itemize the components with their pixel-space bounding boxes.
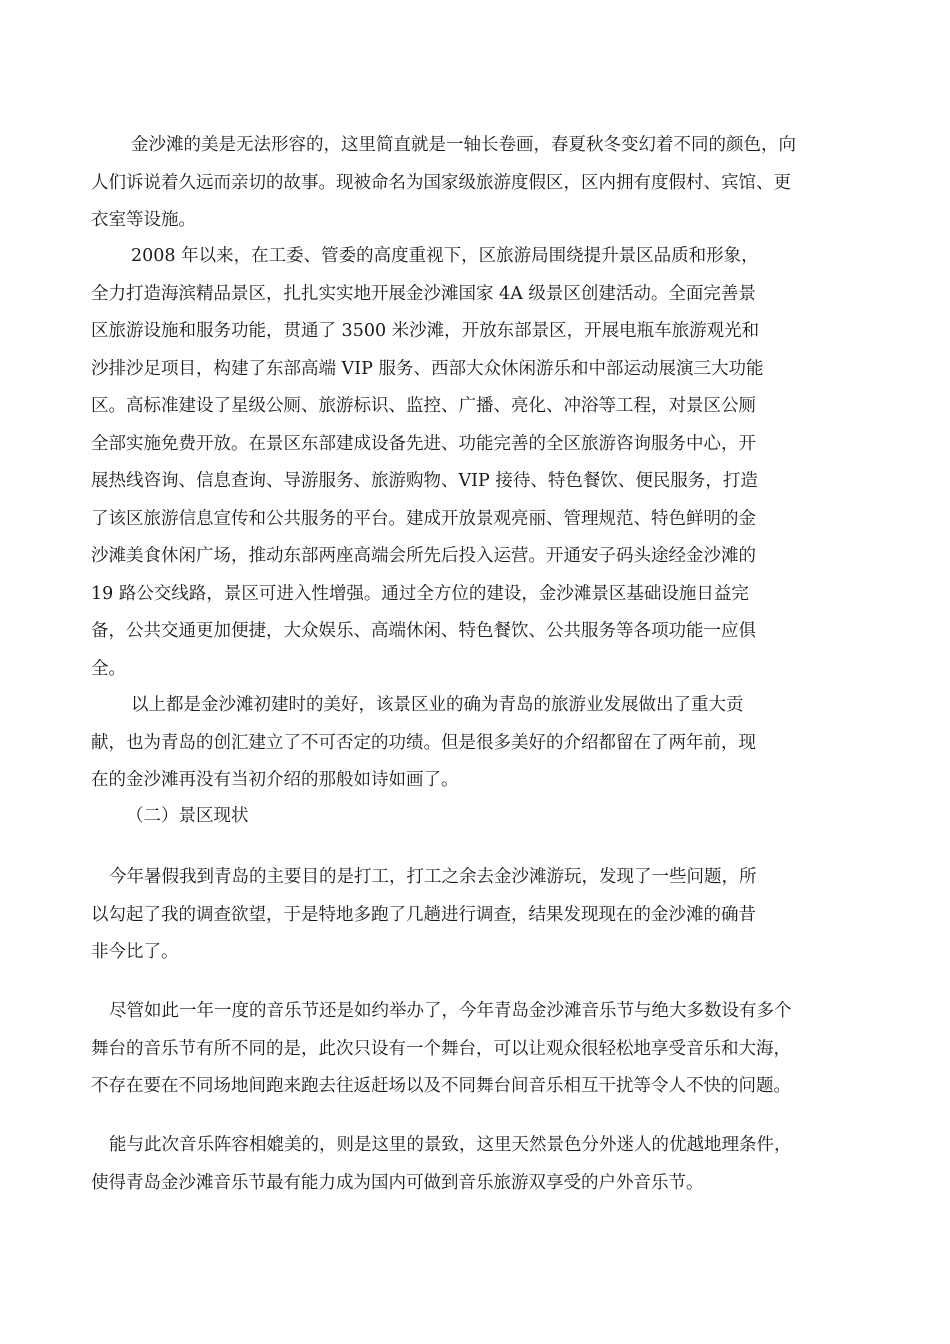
paragraph-6 <box>91 1127 792 1202</box>
paragraph-line: 了该区旅游信息宣传和公共服务的平台。建成开放景观亮丽、管理规范、特色鲜明的金 <box>91 508 756 529</box>
paragraph-line: 全部实施免费开放。在景区东部建成设备先进、功能完善的全区旅游咨询服务中心，开 <box>91 433 756 454</box>
paragraph-1 <box>91 127 796 240</box>
paragraph-line: 19 路公交线路，景区可进入性增强。通过全方位的建设，金沙滩景区基础设施日益完 <box>91 583 749 604</box>
paragraph-line: 区旅游设施和服务功能，贯通了 3500 米沙滩，开放东部景区，开展电瓶车旅游观光和 <box>91 321 760 341</box>
paragraph-4 <box>91 859 757 972</box>
paragraph-line: 不存在要在不同场地间跑来跑去往返赶场以及不同舞台间音乐相互干扰等令人不快的问题。 <box>91 1076 791 1096</box>
section-heading: （二）景区现状 <box>126 806 249 826</box>
paragraph-line: 以勾起了我的调查欲望，于是特地多跑了几趟进行调查，结果发现现在的金沙滩的确昔 <box>91 904 756 925</box>
paragraph-2 <box>91 238 763 688</box>
paragraph-line: 能与此次音乐阵容相媲美的，则是这里的景致，这里天然景色分外迷人的优越地理条件， <box>109 1135 792 1155</box>
paragraph-line: 区。高标准建设了星级公厕、旅游标识、监控、广播、亮化、冲浴等工程，对景区公厕 <box>91 396 756 416</box>
paragraph-line: 金沙滩的美是无法形容的，这里简直就是一轴长卷画，春夏秋冬变幻着不同的颜色，向 <box>131 135 796 155</box>
paragraph-line: 尽管如此一年一度的音乐节还是如约举办了，今年青岛金沙滩音乐节与绝大多数设有多个 <box>109 1001 792 1021</box>
paragraph-line: 献，也为青岛的创汇建立了不可否定的功绩。但是很多美好的介绍都留在了两年前，现 <box>91 732 756 753</box>
paragraph-line: 今年暑假我到青岛的主要目的是打工，打工之余去金沙滩游玩，发现了一些问题，所 <box>109 867 757 887</box>
paragraph-line: 全力打造海滨精品景区，扎扎实实地开展金沙滩国家 4A 级景区创建活动。全面完善景 <box>91 283 756 304</box>
paragraph-line: 全。 <box>91 658 126 679</box>
paragraph-line: 非今比了。 <box>91 942 179 962</box>
paragraph-line: 展热线咨询、信息查询、导游服务、旅游购物、VIP 接待、特色餐饮、便民服务，打造 <box>91 471 758 491</box>
paragraph-line: 使得青岛金沙滩音乐节最有能力成为国内可做到音乐旅游双享受的户外音乐节。 <box>91 1172 704 1193</box>
paragraph-line: 2008 年以来，在工委、管委的高度重视下，区旅游局围绕提升景区品质和形象， <box>131 246 759 266</box>
paragraph-line: 衣室等设施。 <box>91 210 196 230</box>
paragraph-line: 沙排沙足项目，构建了东部高端 VIP 服务、西部大众休闲游乐和中部运动展演三大功能 <box>91 358 764 379</box>
paragraph-line: 在的金沙滩再没有当初介绍的那般如诗如画了。 <box>91 770 459 790</box>
paragraph-line: 舞台的音乐节有所不同的是，此次只设有一个舞台，可以让观众很轻松地享受音乐和大海， <box>91 1038 791 1059</box>
paragraph-line: 沙滩美食休闲广场，推动东部两座高端会所先后投入运营。开通安子码头途经金沙滩的 <box>91 546 756 566</box>
paragraph-line: 以上都是金沙滩初建时的美好，该景区业的确为青岛的旅游业发展做出了重大贡 <box>131 695 744 715</box>
paragraph-5 <box>91 993 792 1106</box>
paragraph-line: 人们诉说着久远而亲切的故事。现被命名为国家级旅游度假区，区内拥有度假村、宾馆、更 <box>91 172 791 193</box>
paragraph-line: 备，公共交通更加便捷，大众娱乐、高端休闲、特色餐饮、公共服务等各项功能一应俱 <box>91 621 756 641</box>
paragraph-3 <box>91 687 756 800</box>
